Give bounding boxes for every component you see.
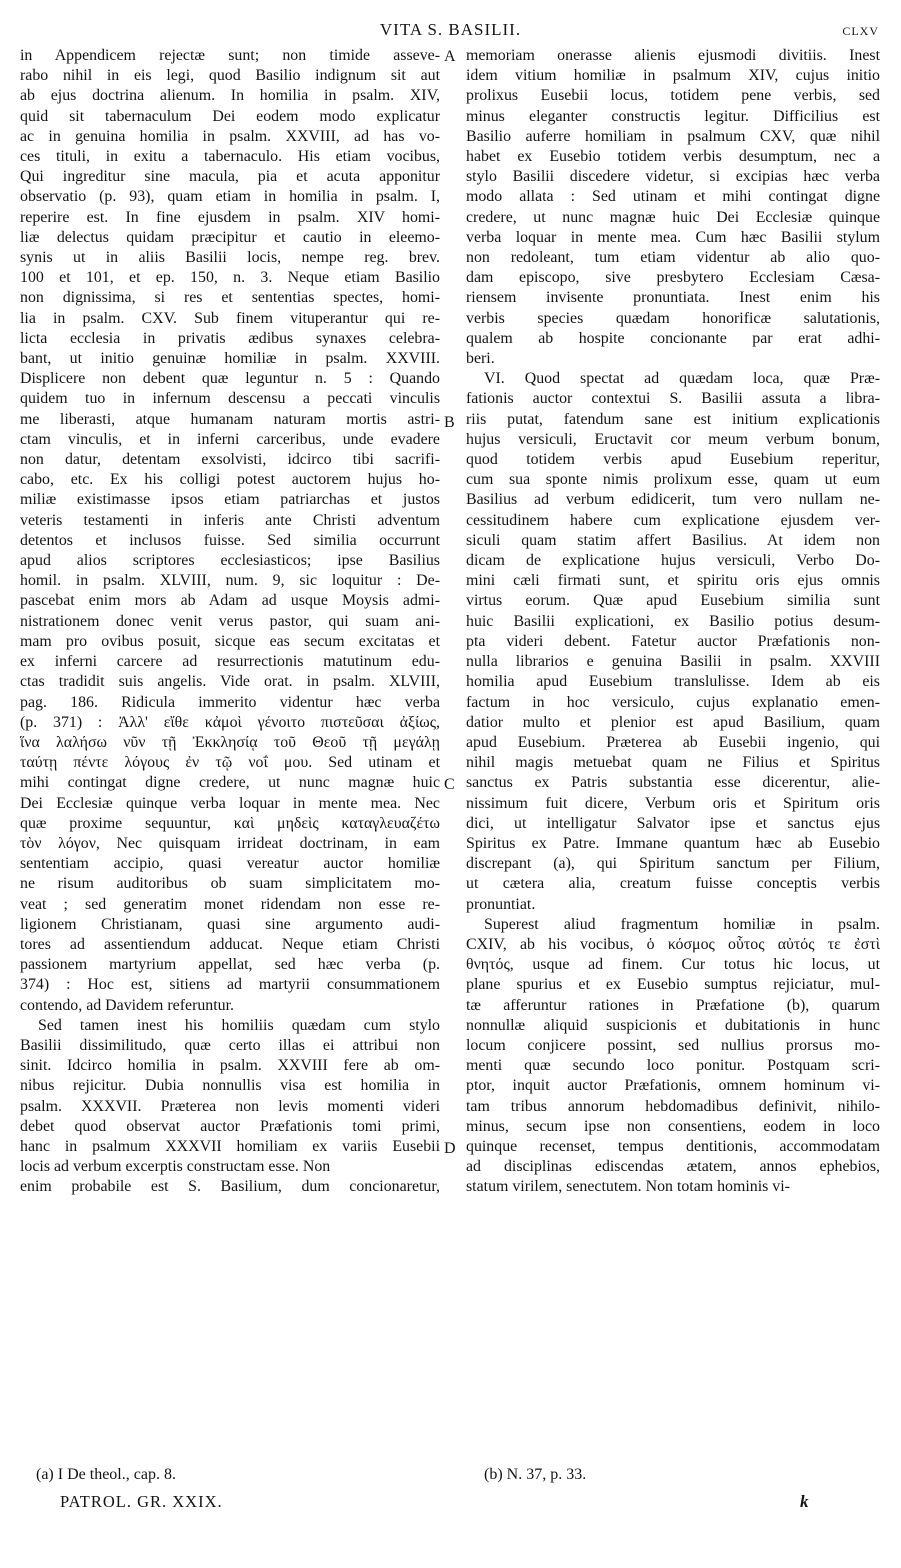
text-line: psalm. XXXVII. Præterea non levis momenti videri: [20, 1097, 440, 1115]
text-line: veat ; sed generatim monet ridendam non esse re-: [20, 895, 440, 913]
text-line: sinit. Idcirco homilia in psalm. XXVIII fere ab om-: [20, 1057, 440, 1075]
text-line: Superest aliud fragmentum homiliæ in psalm.: [484, 915, 880, 933]
text-line: mam pro ovibus posuit, sicque eas secum excitatas et: [20, 632, 440, 650]
text-line: ne risum auditoribus ob suam simplicitatem mo-: [20, 875, 440, 893]
text-line: licta ecclesia in privatis ædibus synaxes celebra-: [20, 329, 440, 347]
footnote-a: (a) I De theol., cap. 8.: [36, 1466, 176, 1483]
text-line: τὸν λόγον, Nec quisquam irrideat doctrinam, in eam: [20, 834, 440, 852]
text-line: mihi contingat digne credere, ut nunc magnæ huic: [20, 774, 440, 792]
text-line: sententiam accipio, quasi vereatur auctor homiliæ: [20, 855, 440, 873]
text-line: fationis auctor contextui S. Basilii assuta a libra-: [466, 390, 880, 408]
text-line: rabo nihil in eis legi, quod Basilio indignum sit aut: [20, 67, 440, 85]
left-column: [20, 46, 440, 1198]
text-line: bant, ut initio genuinæ homiliæ in psalm. XXVIII.: [20, 350, 440, 368]
text-line: mini cæli firmati sunt, et spiritu oris ejus omnis: [466, 572, 880, 590]
text-line: riensem invisente pronuntiata. Inest enim his: [466, 289, 880, 307]
footnote-b: (b) N. 37, p. 33.: [484, 1466, 587, 1483]
text-line: quod totidem verbis apud Eusebium reperitur,: [466, 451, 880, 469]
text-line: homilia apud Eusebium translulisse. Idem ab eis: [466, 673, 880, 691]
text-line: minus eleganter constructis legitur. Difficilius est: [466, 107, 880, 125]
imprint: PATROL. GR. XXIX.: [60, 1492, 223, 1511]
text-line: memoriam onerasse alienis ejusmodi divitiis. Inest: [466, 47, 880, 64]
right-column: [466, 46, 880, 1198]
text-line: veteris testamenti in inferis ante Christi adventum: [20, 511, 440, 529]
text-line: hujus versiculi, Eructavit cor meum verbum bonum,: [466, 430, 880, 448]
text-line: tam tribus annorum hebdomadibus definivit, nihilo-: [466, 1097, 880, 1115]
text-line: ut cætera alia, creatum fuisse conceptis verbis: [466, 875, 880, 893]
text-line: debet quod observat auctor Præfationis tomi primi,: [20, 1117, 440, 1135]
text-line: dici, ut intelligatur Salvator ipse et sanctus ejus: [466, 814, 880, 832]
text-line: Basilius ad verbum edidicerit, tum vero nullam ne-: [466, 491, 880, 509]
text-line: ctas tradidit suis angelis. Vide orat. in psalm. XLVIII,: [20, 673, 440, 691]
text-line: minus, secum ipse non consentiens, eodem in loco: [466, 1117, 880, 1135]
text-line: menti quæ secundo loco ponitur. Postquam scri-: [466, 1057, 880, 1075]
text-line: stylo Basilii discedere videtur, si excipias hæc verba: [466, 168, 880, 186]
text-line: Basilii dissimilitudo, quæ certo illas ei attribui non: [20, 1036, 440, 1054]
text-line: virtus eorum. Quæ apud Eusebium similia sunt: [466, 592, 880, 610]
text-line: credere, ut nunc magnæ huic Dei Ecclesiæ quinque: [466, 208, 880, 226]
text-line: me liberasti, atque humanam naturam mortis astri-: [20, 410, 440, 428]
margin-marker-b: B: [444, 414, 455, 431]
text-line: nulla librarios e genuina Basilii in psalm. XXVIII: [466, 653, 880, 671]
text-line: discrepant (a), qui Spiritum sanctum per Filium,: [466, 855, 880, 873]
text-line: 100 et 101, et ep. 150, n. 3. Neque etiam Basilio: [20, 269, 440, 287]
text-line: pta videri debent. Fatetur auctor Præfationis non-: [466, 632, 880, 650]
text-line: pascebat enim mors ab Adam ad usque Moysis admi-: [20, 592, 440, 610]
text-line: tæ afferuntur rationes in Præfatione (b), quarum: [466, 996, 880, 1014]
text-line: ces tituli, in exitu a tabernaculo. His etiam vocibus,: [20, 148, 440, 166]
running-title: VITA S. BASILII.: [379, 20, 522, 39]
text-line: huic Basilii explicationi, ex Basilio potius desum-: [466, 612, 880, 630]
text-line: riis putat, fatendum sane est initium explicationis: [466, 410, 880, 428]
text-line: idem vitium homiliæ in psalmum XIV, cujus initio: [466, 67, 880, 85]
text-line: Spiritus ex Patre. Immane quantum hæc ab Eusebio: [466, 834, 880, 852]
text-line: pag. 186. Ridicula immerito videntur hæc verba: [20, 693, 440, 711]
text-line: (p. 371) : Ἀλλ' εἴθε κἀμοὶ γένοιτο πιστεῦσαι ἀξίως,: [20, 713, 440, 731]
text-line: nihil magis metuebat quam ne Filius et Spiritus: [466, 754, 880, 772]
text-line: synis ut in aliis Basilii locis, nempe reg. brev.: [20, 249, 440, 267]
text-line: reperire est. In fine ejusdem in psalm. XIV homi-: [20, 208, 440, 226]
text-line: detentos et inclusos fuisse. Sed similia occurrunt: [20, 531, 440, 549]
text-line: datior multo et plenior est apud Basilium, quam: [466, 713, 880, 731]
text-line: contendo, ad Davidem referuntur.: [20, 996, 235, 1014]
text-line: quæ proxime sequuntur, καὶ μηδεὶς καταγλευαζέτω: [20, 814, 440, 832]
text-line: nissimum fuit dicere, Verbum oris et Spiritum oris: [466, 794, 880, 812]
text-line: statum virilem, senectutem. Non totam hominis vi-: [466, 1178, 790, 1196]
text-line: Basilio auferre homiliam in psalmum CXV, quæ nihil: [466, 127, 880, 145]
text-line: ex inferni carcere ad resurrectionis matutinum edu-: [20, 653, 440, 671]
text-line: quid sit tabernaculum Dei eodem modo explicatur: [20, 107, 440, 125]
text-line: verbis species quædam honorificæ salutationis,: [466, 309, 880, 327]
text-line: pronuntiat.: [466, 895, 536, 913]
text-line: plane spurius et ex Eusebio sumptus rejiciatur, mul-: [466, 976, 880, 994]
text-line: locis ad verbum excerptis constructam esse. Non: [20, 1158, 331, 1176]
text-line: dicam de explicatione hujus versiculi, Verbo Do-: [466, 552, 880, 570]
text-line: liæ delectus quidam præcipitur et cautio in eleemo-: [20, 228, 440, 246]
text-line: prolixus Eusebii locus, totidem pene verbis, sed: [466, 87, 880, 105]
text-line: observatio (p. 93), quam etiam in homilia in psalm. I,: [20, 188, 440, 206]
text-line: quinque recenset, tempus dentitionis, accommodatam: [466, 1137, 880, 1155]
text-line: Sed tamen inest his homiliis quædam cum stylo: [38, 1016, 440, 1034]
text-line: qualem ab hospite concionante par erat adhi-: [466, 329, 880, 347]
text-line: nibus rejicitur. Dubia nonnullis visa est homilia in: [20, 1077, 440, 1095]
text-line: apud alios scriptores ecclesiasticos; ipse Basilius: [20, 552, 440, 570]
text-line: ad disciplinas ediscendas ætatem, annos ephebios,: [466, 1158, 880, 1176]
text-line: apud Eusebium. Præterea ab Eusebii ingenio, qui: [466, 733, 880, 751]
text-line: Displicere non debent quæ leguntur n. 5 : Quando: [20, 370, 440, 388]
text-line: non datur, detentam exsolvisti, idcirco tibi sacrifi-: [20, 451, 440, 469]
text-line: nistrationem donec venit verus pastor, qui suam ani-: [20, 612, 440, 630]
text-line: modo allata : Sed utinam et mihi contingat digne: [466, 188, 880, 206]
text-line: dam episcopo, sive presbytero Ecclesiam Cæsa-: [466, 269, 880, 287]
text-line: ταύτῃ πέντε λόγους ἐν τῷ νοΐ μου. Sed utinam et: [20, 754, 440, 772]
text-line: siculi quam statim affert Basilius. At idem non: [466, 531, 880, 549]
text-line: quidem tuo in infernum descensu a peccati vinculis: [20, 390, 440, 408]
text-line: verba loquar in mente mea. Cum hæc Basilii stylum: [466, 228, 880, 246]
margin-marker-c: C: [444, 776, 455, 793]
margin-marker-a: A: [444, 48, 456, 65]
text-line: VI. Quod spectat ad quædam loca, quæ Præ-: [484, 370, 880, 388]
text-line: miliæ existimasse ipsos etiam patriarchas et justos: [20, 491, 440, 509]
text-line: non dignissima, si res et sententias spectes, homi-: [20, 289, 440, 307]
text-line: non redoleant, tum etiam videntur ab alio quo-: [466, 249, 880, 267]
text-line: ac in genuina homilia in psalm. XXVIII, ad has vo-: [20, 127, 440, 145]
text-line: tores ad assentiendum adducat. Neque etiam Christi: [20, 935, 440, 953]
text-line: Dei Ecclesiæ quinque verba loquar in mente mea. Nec: [20, 794, 440, 812]
text-line: ab ejus doctrina alienum. In homilia in psalm. XIV,: [20, 87, 440, 105]
text-line: 374) : Hoc est, sitiens ad martyrii consummationem: [20, 976, 440, 994]
text-line: CXIV, ab his vocibus, ὁ κόσμος οὗτος αὐτός τε ἐστὶ: [466, 935, 880, 953]
text-line: ligionem Christianam, quasi sine argumento audi-: [20, 915, 440, 933]
text-line: sanctus ex Patris substantia esse dicerentur, alie-: [466, 774, 880, 792]
text-line: cum sua sponte nimis prolixum esse, quam ut eum: [466, 471, 880, 489]
text-line: Qui ingreditur sine macula, pia et acuta apponitur: [20, 168, 440, 186]
text-line: cessitudinem habere cum explicatione ejusdem ver-: [466, 511, 880, 529]
margin-marker-d: D: [444, 1140, 456, 1157]
text-line: nonnullæ aliquid suspicionis et dubitationis in hunc: [466, 1016, 880, 1034]
text-line: ἵνα λαλήσω νῦν τῇ Ἐκκλησίᾳ τοῦ Θεοῦ τῇ μεγάλῃ: [20, 733, 440, 751]
text-line: θνητός, usque ad finem. Cur totus hic locus, ut: [466, 956, 880, 974]
text-line: ctam vinculis, et in inferni carceribus, unde evadere: [20, 430, 440, 448]
text-line: enim probabile est S. Basilium, dum concionaretur,: [20, 1178, 440, 1196]
text-line: factum in hoc versiculo, cujus explanatio emen-: [466, 693, 880, 711]
text-line: homil. in psalm. XLVIII, num. 9, sic loquitur : De-: [20, 572, 440, 590]
text-line: hanc in psalmum XXXVII homiliam ex variis Eusebii: [20, 1137, 440, 1155]
text-line: locum conjicere possint, sed nullius prorsus mo-: [466, 1036, 880, 1054]
page-number: CLXV: [842, 24, 879, 38]
text-line: lia in psalm. CXV. Sub finem vituperantur qui re-: [20, 309, 440, 327]
text-line: in Appendicem rejectæ sunt; non timide asseve-: [20, 47, 440, 64]
text-line: habet ex Eusebio totidem verbis desumptum, nec a: [466, 148, 880, 166]
text-line: passionem martyrium appellat, sed hæc verba (p.: [20, 956, 440, 974]
text-line: ptor, inquit auctor Præfationis, omnem hominum vi-: [466, 1077, 880, 1095]
signature-mark: k: [800, 1492, 809, 1511]
text-line: cabo, etc. Ex his colligi potest auctorem hujus ho-: [20, 471, 440, 489]
text-line: beri.: [466, 350, 495, 368]
